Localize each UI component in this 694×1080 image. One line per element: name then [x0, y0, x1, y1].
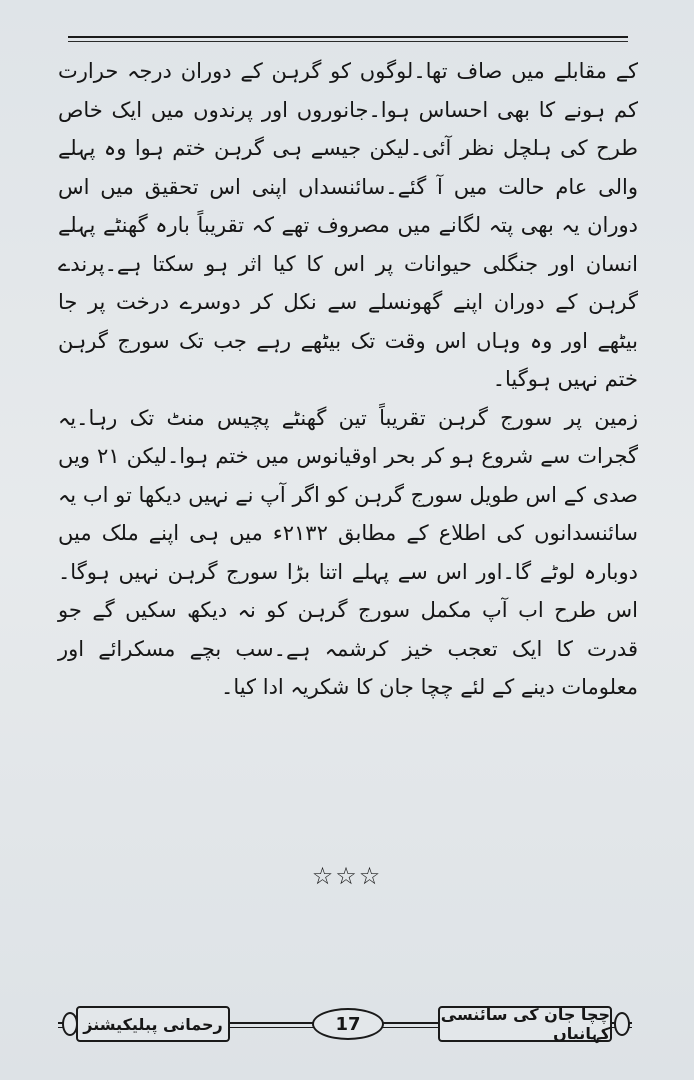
paragraph-2: زمین پر سورج گرہن تقریباً تین گھنٹے پچیس منٹ تک رہا۔یہ گجرات سے شروع ہو کر بحر اوقیانوس میں ختم ہوا۔لیکن ۲۱ ویں صدی کے اس طویل سورج گرہن کو اگر آپ نے نہیں دیکھا تو اب یہ سائنسدانوں کی اطلاع کے مطابق ۲۱۳۲ء میں ہی اپنے ملک میں دوبارہ لوٹے گا۔اور اس سے پہلے اتنا بڑا سورج گرہن نہیں ہوگا۔اس طرح اب آپ مکمل سورج گرہن کو نہ دیکھ سکیں گے جو قدرت کا ایک تعجب خیز کرشمہ ہے۔سب بچے مسکرائے اور معلومات دینے کے لئے چچا جان کا شکریہ ادا کیا۔ [58, 405, 639, 699]
header-rule [68, 36, 628, 38]
publisher-label: رحمانی پبلیکیشنز [76, 1006, 230, 1042]
page-number: 17 [312, 1008, 384, 1040]
section-stars: ☆☆☆ [311, 862, 383, 890]
ornament-right-icon [614, 1012, 630, 1036]
body-text [58, 52, 638, 707]
book-title: چچا جان کی سائنسی کہانیاں [438, 1006, 612, 1042]
page-footer [58, 1004, 632, 1042]
paragraph-1: کے مقابلے میں صاف تھا۔لوگوں کو گرہن کے دوران درجہ حرارت کم ہونے کا بھی احساس ہوا۔جانوروں اور پرندوں میں ایک خاص طرح کی ہلچل نظر آئی۔لیکن جیسے ہی گرہن ختم ہوا وہ پہلے والی عام حالت میں آ گئے۔سائنسداں اپنی اس تحقیق میں اس دوران یہ بھی پتہ لگانے میں مصروف تھے کہ تقریباً بارہ گھنٹے پہلے انسان اور جنگلی حیوانات پر اس کا کیا اثر ہو سکتا ہے۔پرندے گرہن کے دوران اپنے گھونسلے سے نکل کر دوسرے درخت پر جا بیٹھے اور وہ وہاں اس وقت تک بیٹھے رہے جب تک سورج گرہن ختم نہیں ہوگیا۔ [58, 59, 638, 391]
